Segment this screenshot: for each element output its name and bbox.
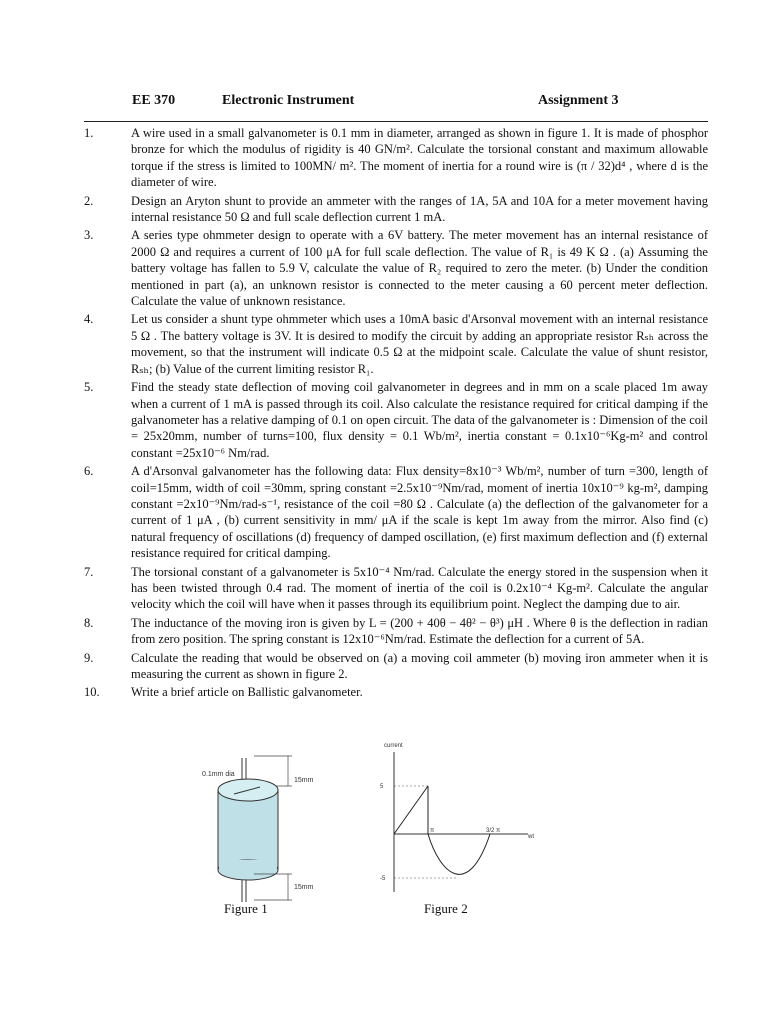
- question-item: [84, 379, 708, 461]
- question-item: [84, 193, 708, 226]
- question-number: 3.: [84, 228, 94, 243]
- top-length-label: 15mm: [294, 777, 314, 784]
- question-text: Let us consider a shunt type ohmmeter which uses a 10mA basic d'Arsonval movement with an internal resistance 5 Ω . The battery voltage is 3V. It is desired to modify the circuit by adding an appropriate resistor Rₛₕ across the movement, so that the instrument will indicate 0.5 Ω at the midpoint scale. Calculate the value of shunt resistor, Rₛₕ; (b) Value of the current limiting resistor R₁.: [131, 312, 708, 376]
- question-item: [84, 684, 708, 700]
- figure-2-caption: Figure 2: [424, 901, 468, 916]
- y-min-label: -5: [380, 876, 386, 882]
- ramp-segment: [394, 786, 428, 834]
- bottom-length-label: 15mm: [294, 884, 314, 891]
- pi-tick-label: π: [430, 828, 435, 834]
- question-number: 9.: [84, 650, 94, 665]
- question-number: 8.: [84, 615, 94, 630]
- question-item: [84, 463, 708, 561]
- wire-diameter-label: 0.1mm dia: [202, 771, 235, 778]
- question-item: [84, 125, 708, 191]
- course-code: EE 370: [132, 93, 176, 108]
- question-text: Write a brief article on Ballistic galvanometer.: [131, 685, 363, 700]
- question-item: [84, 650, 708, 683]
- figure-1-caption: Figure 1: [224, 901, 268, 916]
- question-text: Calculate the reading that would be observed on (a) a moving coil ammeter (b) moving iron ammeter when it is measuring the current as shown in figure 2.: [131, 650, 708, 681]
- y-axis-label: current: [384, 743, 403, 749]
- three-half-pi-tick-label: 3/2 π: [486, 828, 501, 834]
- question-number: 2.: [84, 193, 94, 208]
- coil-cylinder-body: [218, 790, 278, 870]
- question-number: 6.: [84, 464, 94, 479]
- assignment-header: [132, 93, 642, 113]
- question-text: A d'Arsonval galvanometer has the following data: Flux density=8x10⁻³ Wb/m², number of turn =300, length of coil=15mm, width of coil =30mm, spring constant =2.5x10⁻⁹Nm/rad, moment of inertia 10x10⁻⁹ kg-m², damping constant =2x10⁻⁹Nm/rad-s⁻¹, resistance of the coil =80 Ω . Calculate (a) the deflection of the galvanometer for a current of 1 μA , (b) current sensitivity in mm/ μA if the scale is kept 1m away from the mirror. Also find (c) natural frequency of oscillations (d) frequency of damped oscillation, (e) first maximum deflection and (f) external resistance required for critical damping.: [131, 464, 708, 561]
- question-item: [84, 564, 708, 613]
- question-number: 5.: [84, 380, 94, 395]
- question-text: The inductance of the moving iron is given by L = (200 + 40θ − 4θ² − θ³) μH . Where θ is the deflection in radian from zero position. The spring constant is 12x10⁻⁶Nm/rad. Estimate the deflection for a current of 5A.: [131, 615, 708, 647]
- question-text: A series type ohmmeter design to operate with a 6V battery. The meter movement has an internal resistance of 2000 Ω and requires a current of 100 μA for full scale deflection. The value of R₁ is 49 K Ω . (a) Assuming the battery voltage has fallen to 5.9 V, calculate the value of R₂ required to zero the meter. (b) Under the condition mentioned in part (a), an unknown resistor is connected to the meter causing a 60 percent meter deflection. Calculate the value of unknown resistance.: [131, 228, 708, 309]
- assignment-number: Assignment 3: [538, 93, 619, 108]
- negative-sine-segment: [428, 834, 490, 874]
- figure-1-galvanometer-drawing: [196, 752, 336, 904]
- question-text: The torsional constant of a galvanometer is 5x10⁻⁴ Nm/rad. Calculate the energy stored in the suspension when it has been twisted through 0.4 rad. The moment of inertia of the coil is 0.2x10⁻⁴ Kg-m². Calculate the angular velocity which the coil will have when it passes through its equilibrium point. Neglect the damping due to air.: [131, 564, 708, 612]
- y-max-label: 5: [380, 784, 384, 790]
- question-list: [84, 125, 708, 703]
- question-item: [84, 615, 708, 648]
- question-number: 1.: [84, 126, 94, 140]
- coil-bottom-mask: [219, 860, 277, 870]
- question-number: 7.: [84, 564, 94, 579]
- question-item: [84, 311, 708, 377]
- question-item: [84, 227, 708, 309]
- header-divider: [84, 121, 708, 122]
- question-number: 4.: [84, 312, 94, 327]
- question-text: Design an Aryton shunt to provide an ammeter with the ranges of 1A, 5A and 10A for a meter movement having internal resistance 50 Ω and full scale deflection current 1 mA.: [131, 193, 708, 225]
- x-axis-label: wt: [528, 834, 534, 840]
- question-number: 10.: [84, 685, 100, 700]
- course-title: Electronic Instrument: [222, 93, 355, 108]
- question-text: Find the steady state deflection of moving coil galvanometer in degrees and in mm on a scale placed 1m away when a current of 1 mA is passed through its coil. Also calculate the resistance required for critical damping if the galvanometer has a relative damping of 0.1 on open circuit. The data of the galvanometer is : Dimension of the coil = 25x20mm, number of turns=100, flux density = 0.1 Wb/m², inertia constant = 0.1x10⁻⁶Kg-m² and control constant =25x10⁻⁶ Nm/rad.: [131, 380, 708, 460]
- figure-2-waveform: [368, 740, 538, 900]
- question-text: A wire used in a small galvanometer is 0.1 mm in diameter, arranged as shown in figure 1. It is made of phosphor bronze for which the modulus of rigidity is 40 GN/m². Calculate the torsional constant and maximum allowable torque if the stress is limited to 100MN/ m². The moment of inertia for a round wire is (π / 32)d⁴ , where d is the diameter of wire.: [131, 126, 708, 190]
